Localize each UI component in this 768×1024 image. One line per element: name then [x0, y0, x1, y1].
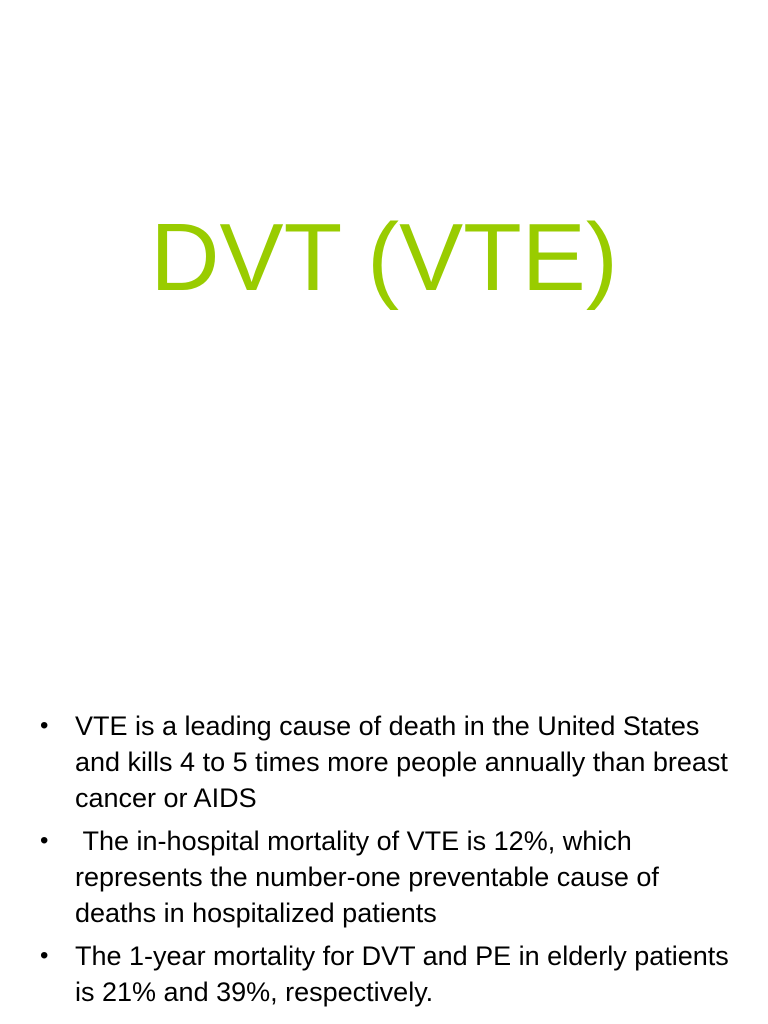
bullet-list	[40, 708, 740, 1017]
slide-title: DVT (VTE)	[150, 204, 618, 311]
bullet-dot-icon: •	[40, 942, 49, 969]
bullet-item	[40, 823, 740, 931]
bullet-item	[40, 938, 740, 1010]
bullet-text: The 1-year mortality for DVT and PE in elderly patients is 21% and 39%, respectively.	[75, 941, 729, 1007]
bullet-dot-icon: •	[40, 827, 49, 854]
bullet-text: The in-hospital mortality of VTE is 12%, which represents the number-one preventable cause of deaths in hospitalized patients	[75, 826, 667, 928]
bullet-text: VTE is a leading cause of death in the United States and kills 4 to 5 times more people annually than breast cancer or AIDS	[75, 711, 728, 813]
bullet-dot-icon: •	[40, 712, 49, 739]
bullet-item	[40, 708, 740, 816]
